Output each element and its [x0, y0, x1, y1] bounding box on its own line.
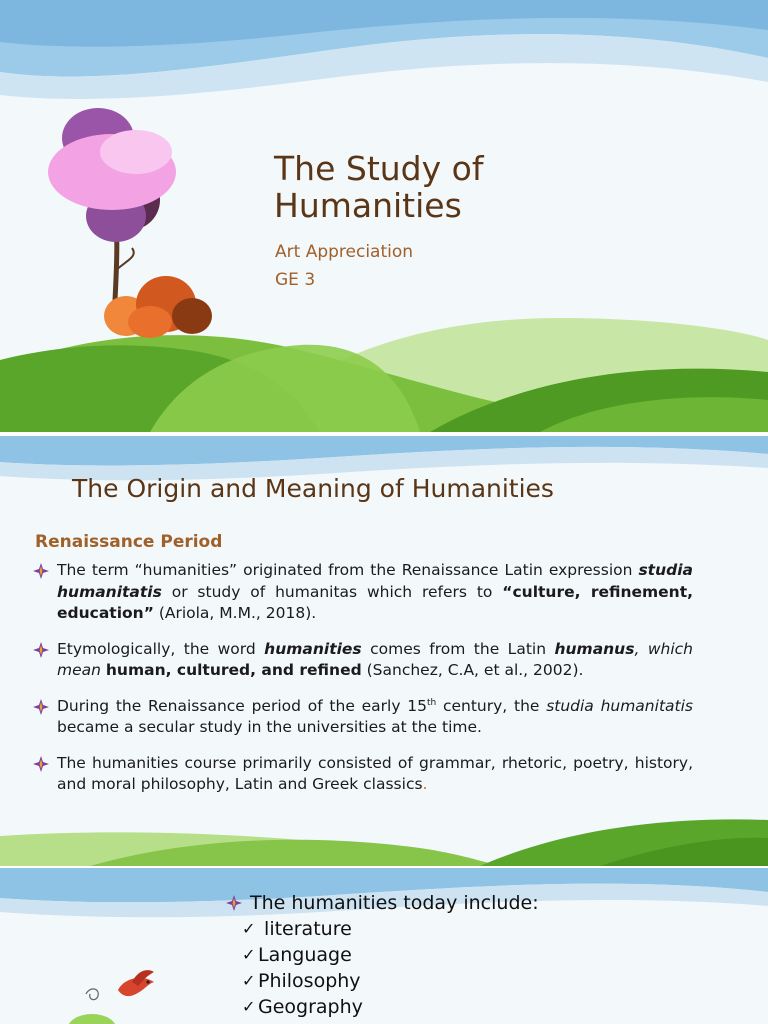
bold-term: “culture, refinement, education” [57, 582, 694, 622]
check-icon: ✓ [242, 971, 256, 990]
bullet-text: Etymologically, the word [57, 639, 265, 658]
orange-bush-icon [92, 272, 222, 342]
four-point-star-bullet-icon [33, 756, 49, 772]
check-icon: ✓ [242, 945, 256, 964]
bullet-text: century, the [436, 696, 547, 715]
item-text: Geography [258, 996, 363, 1018]
list-item [226, 968, 539, 994]
orange-period: . [422, 775, 428, 793]
bold-term: human, cultured, and refined [105, 661, 362, 679]
bold-italic-term: humanities [264, 639, 362, 658]
four-point-star-bullet-icon [33, 699, 49, 715]
check-icon: ✓ [242, 919, 256, 938]
bold-italic-term: humanus [554, 639, 635, 658]
list-item [226, 942, 539, 968]
today-list [226, 890, 539, 1020]
list-item [226, 994, 539, 1020]
heading-text: The humanities today include: [250, 892, 539, 914]
list-item [226, 916, 539, 942]
check-icon: ✓ [242, 997, 256, 1016]
four-point-star-bullet-icon [33, 642, 49, 658]
list-item [33, 753, 693, 796]
subtitle-course: Art Appreciation [275, 242, 414, 262]
list-heading [226, 890, 539, 916]
today-slide [0, 868, 768, 1024]
italic-term: studia humanitatis [546, 696, 693, 715]
bullet-text: During the Renaissance period of the early 15 [57, 696, 427, 715]
title-slide [0, 0, 768, 432]
list-item [33, 639, 693, 682]
origin-slide [0, 436, 768, 866]
subtitle-code: GE 3 [275, 270, 316, 290]
slide-title: The Origin and Meaning of Humanities [72, 474, 554, 503]
red-bird-icon [114, 968, 158, 1004]
citation: (Sanchez, C.A, et al., 2002). [361, 661, 584, 679]
citation: (Ariola, M.M., 2018). [153, 604, 317, 622]
bullet-text: The term “humanities” originated from the Renaissance Latin expression [57, 561, 639, 579]
item-text: Philosophy [258, 970, 361, 992]
slide-subtitle [275, 238, 413, 294]
slide-title: The Study of Humanities [274, 149, 484, 225]
bold-italic-term: studia humanitatis [57, 561, 693, 601]
four-point-star-bullet-icon [33, 563, 49, 579]
bullet-text: or study of humanitas which refers to [161, 582, 503, 601]
list-item [33, 696, 693, 739]
list-item [33, 560, 693, 625]
item-text: Language [258, 944, 352, 966]
four-point-star-bullet-icon [226, 895, 242, 911]
bullet-text: , which mean [57, 639, 693, 679]
bullet-text: The humanities course primarily consisted of grammar, rhetoric, poetry, history, and moral philosophy, Latin and Greek classics [57, 753, 693, 793]
section-heading: Renaissance Period [35, 532, 223, 552]
bullet-list [33, 560, 693, 810]
bullet-text: became a secular study in the universities at the time. [57, 718, 482, 736]
superscript: th [426, 697, 437, 708]
item-text: literature [264, 918, 352, 940]
bullet-text: comes from the Latin [361, 639, 555, 658]
